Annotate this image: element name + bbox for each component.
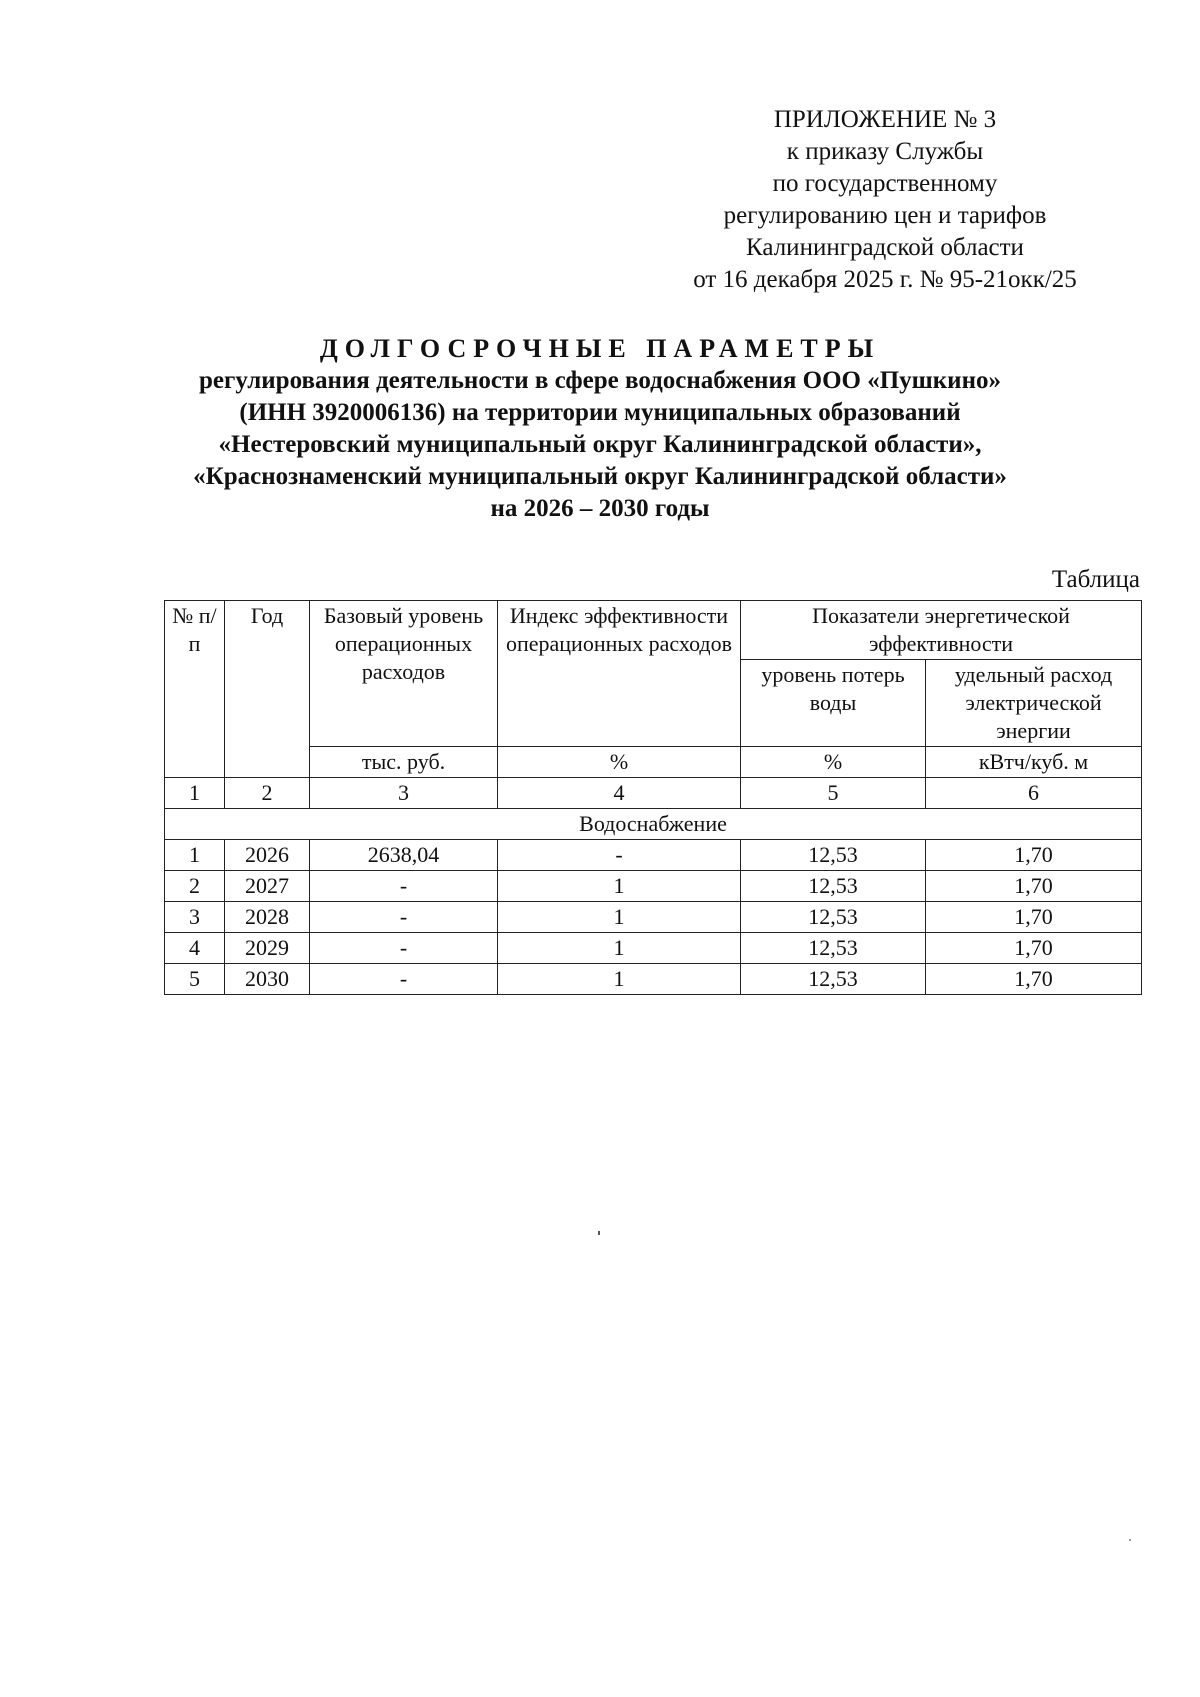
title-line: «Краснознаменский муниципальный округ Калининградской области» (193, 463, 1007, 490)
unit-consumption: кВтч/куб. м (926, 747, 1142, 778)
cell-base: - (310, 871, 498, 902)
cell-year: 2030 (225, 964, 310, 995)
table-row (165, 840, 1142, 871)
document-title (150, 333, 1050, 525)
unit-loss: % (741, 747, 926, 778)
appendix-line: Калининградской области (746, 234, 1024, 261)
title-line: (ИНН 3920006136) на территории муниципальных образований (239, 399, 961, 426)
cell-year: 2029 (225, 933, 310, 964)
appendix-line: ПРИЛОЖЕНИЕ № 3 (773, 106, 997, 133)
header-year: Год (225, 601, 310, 778)
cell-num: 5 (165, 964, 225, 995)
cell-num: 3 (165, 902, 225, 933)
cell-consumption: 1,70 (926, 840, 1142, 871)
header-loss: уровень потерь воды (741, 660, 926, 747)
header-num: № п/п (165, 601, 225, 778)
cell-loss: 12,53 (741, 902, 926, 933)
scan-speck (1129, 1539, 1131, 1541)
column-number: 1 (165, 778, 225, 809)
table-units-row (165, 747, 1142, 778)
header-index: Индекс эффективности операционных расходов (498, 601, 741, 747)
table-caption: Таблица (1051, 566, 1140, 593)
section-label: Водоснабжение (165, 809, 1142, 840)
title-line: «Нестеровский муниципальный округ Калининградской области», (218, 431, 982, 458)
table-row (165, 964, 1142, 995)
unit-base: тыс. руб. (310, 747, 498, 778)
cell-num: 2 (165, 871, 225, 902)
appendix-line: к приказу Службы (786, 138, 984, 165)
cell-loss: 12,53 (741, 933, 926, 964)
cell-base: - (310, 964, 498, 995)
column-number: 4 (498, 778, 741, 809)
table-row (165, 871, 1142, 902)
section-row (165, 809, 1142, 840)
column-number: 6 (926, 778, 1142, 809)
cell-index: 1 (498, 964, 741, 995)
title-line: регулирования деятельности в сфере водоснабжения ООО «Пушкино» (199, 367, 1001, 394)
title-heading: ДОЛГОСРОЧНЫЕ ПАРАМЕТРЫ (319, 334, 881, 363)
cell-base: - (310, 933, 498, 964)
cell-year: 2028 (225, 902, 310, 933)
header-consumption: удельный расход электрической энергии (926, 660, 1142, 747)
cell-consumption: 1,70 (926, 933, 1142, 964)
parameters-table (164, 600, 1142, 995)
header-base: Базовый уровень операционных расходов (310, 601, 498, 747)
cell-index: - (498, 840, 741, 871)
cell-loss: 12,53 (741, 840, 926, 871)
cell-loss: 12,53 (741, 964, 926, 995)
column-numbers-row (165, 778, 1142, 809)
cell-consumption: 1,70 (926, 964, 1142, 995)
appendix-header (690, 104, 1080, 296)
cell-num: 1 (165, 840, 225, 871)
column-number: 2 (225, 778, 310, 809)
title-line: на 2026 – 2030 годы (490, 495, 710, 522)
appendix-line: от 16 декабря 2025 г. № 95-21окк/25 (693, 266, 1077, 293)
cell-index: 1 (498, 933, 741, 964)
column-number: 5 (741, 778, 926, 809)
cell-year: 2026 (225, 840, 310, 871)
cell-base: 2638,04 (310, 840, 498, 871)
scan-speck (598, 1231, 600, 1235)
table-row (165, 933, 1142, 964)
header-energy: Показатели энергетической эффективности (741, 601, 1142, 660)
cell-index: 1 (498, 871, 741, 902)
appendix-line: по государственному (772, 170, 998, 197)
cell-consumption: 1,70 (926, 902, 1142, 933)
cell-index: 1 (498, 902, 741, 933)
cell-consumption: 1,70 (926, 871, 1142, 902)
cell-num: 4 (165, 933, 225, 964)
cell-year: 2027 (225, 871, 310, 902)
table-row (165, 902, 1142, 933)
unit-index: % (498, 747, 741, 778)
column-number: 3 (310, 778, 498, 809)
appendix-line: регулированию цен и тарифов (723, 202, 1047, 229)
table-header-row (165, 601, 1142, 660)
cell-loss: 12,53 (741, 871, 926, 902)
cell-base: - (310, 902, 498, 933)
